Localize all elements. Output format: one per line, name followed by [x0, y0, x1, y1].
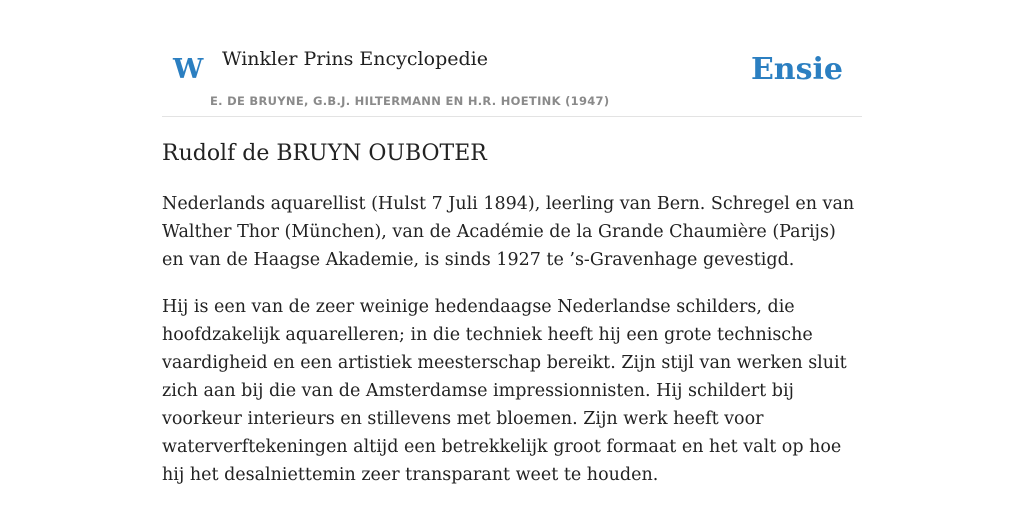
ensie-logo[interactable]: Ensie [750, 52, 843, 87]
winkler-prins-logo[interactable]: W [173, 54, 204, 85]
article-paragraph: Hij is een van de zeer weinige hedendaagse Nederlandse schilders, die hoofdzakelijk aquarelleren; in die techniek heeft hij een grote technische vaardigheid en een artistiek meesterschap bereikt. Zijn stijl van werken sluit zich aan bij die van de Amsterdamse impressionnisten. Hij schildert bij voorkeur interieurs en stillevens met bloemen. Zijn werk heeft voor waterverftekeningen altijd een betrekkelijk groot formaat en het valt op hoe hij het desalniettemin zeer transparant weet te houden. [162, 297, 847, 485]
article-title: Rudolf de BRUYN OUBOTER [162, 141, 487, 166]
book-title[interactable]: Winkler Prins Encyclopedie [222, 48, 488, 70]
article [162, 138, 862, 489]
header [162, 0, 862, 117]
article-paragraph: Nederlands aquarellist (Hulst 7 Juli 1894), leerling van Bern. Schregel en van Walther Thor (München), van de Académie de la Grande Chaumière (Parijs) en van de Haagse Akademie, is sinds 1927 te ’s-Gravenhage gevestigd. [162, 194, 855, 270]
book-authors: E. DE BRUYNE, G.B.J. HILTERMANN EN H.R. HOETINK (1947) [210, 94, 610, 108]
